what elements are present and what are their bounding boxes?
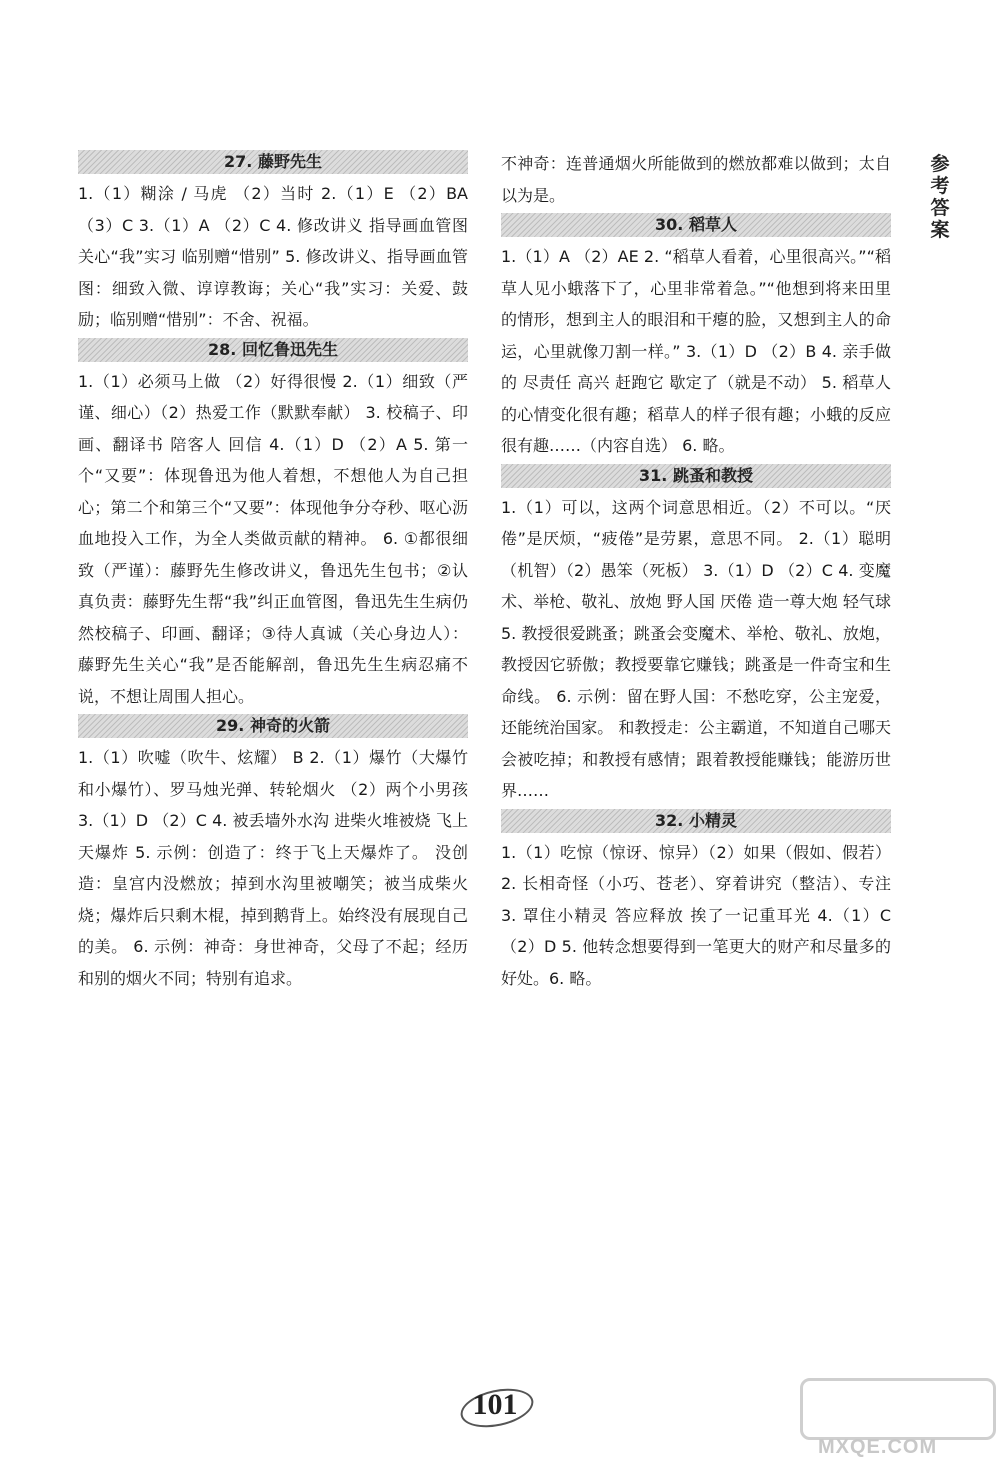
answer-text-30: 1.（1）A （2）AE 2. “稻草人看着，心里很高兴。”“稻草人见小蛾落下了，心里非常着急。”“他想到将来田里的情形，想到主人的眼泪和干瘪的脸，又想到主人的命运，心里就像刀割一样。” 3.（1）D （2）B 4. 亲手做的 尽责任 高兴 赶跑它 歇定了（就是不动） 5. 稻草人的心情变化很有趣；稻草人的样子很有趣；小蛾的反应很有趣……（内容自选） 6. 略。 — [501, 247, 891, 455]
answer-text-32: 1.（1）吃惊（惊讶、惊异）（2）如果（假如、假若） 2. 长相奇怪（小巧、苍老）、穿着讲究（整洁）、专注 3. 罩住小精灵 答应释放 挨了一记重耳光 4.（1）C （2）D 5. 他转念想要得到一笔更大的财产和尽量多的好处。6. 略。 — [501, 842, 891, 988]
page-number-badge — [450, 1380, 540, 1430]
section-title: 30. 稻草人 — [655, 215, 737, 234]
answer-text-29-continued: 不神奇：连普通烟火所能做到的燃放都难以做到；太自以为是。 — [501, 154, 891, 205]
section-heading-32 — [501, 809, 891, 833]
side-tab-char: 案 — [930, 219, 950, 241]
section-heading-30 — [501, 213, 891, 237]
watermark-frame-icon — [800, 1378, 996, 1440]
side-tab-label — [927, 153, 953, 241]
section-title: 31. 跳蚤和教授 — [639, 465, 753, 485]
right-column — [501, 148, 891, 996]
section-title: 29. 神奇的火箭 — [216, 716, 330, 735]
answer-text-29: 1.（1）吹嘘（吹牛、炫耀） B 2.（1）爆竹（大爆竹和小爆竹）、罗马烛光弹、转轮烟火 （2）两个小男孩 3.（1）D （2）C 4. 被丢墙外水沟 进柴火堆被烧 飞上天爆炸 5. 示例：创造了：终于飞上天爆炸了。 没创造：皇宫内没燃放；掉到水沟里被嘲笑；被当成柴火烧；爆炸后只剩木棍，掉到鹅背上。始终没有展现自己的美。 6. 示例：神奇：身世神奇，父母了不起；经历和别的烟火不同；特别有追求。 — [78, 748, 468, 988]
page-number: 101 — [472, 1388, 518, 1421]
side-tab-char: 答 — [930, 197, 950, 219]
side-tab-char: 考 — [930, 175, 950, 197]
side-tab-char: 参 — [930, 153, 950, 175]
watermark-text: MXQE.COM — [818, 1436, 938, 1458]
section-title: 28. 回忆鲁迅先生 — [208, 339, 338, 359]
section-heading-29 — [78, 714, 468, 738]
section-heading-28 — [78, 338, 468, 362]
watermark-logo — [800, 1378, 990, 1458]
section-title: 27. 藤野先生 — [224, 152, 322, 171]
section-heading-27 — [78, 150, 468, 174]
answer-text-28: 1.（1）必须马上做 （2）好得很慢 2.（1）细致（严谨、细心）（2）热爱工作（默默奉献） 3. 校稿子、印画、翻译书 陪客人 回信 4.（1）D （2）A 5. 第一个“又要”：体现鲁迅为他人着想，不想他人为自己担心；第二个和第三个“又要”：体现他争分夺秒、呕心沥血地投入工作，为全人类做贡献的精神。 6. ①都很细致（严谨）：藤野先生修改讲义，鲁迅先生包书；②认真负责：藤野先生帮“我”纠正血管图，鲁迅先生生病仍然校稿子、印画、翻译；③待人真诚（关心身边人）：藤野先生关心“我”是否能解剖，鲁迅先生生病忍痛不说，不想让周围人担心。 — [78, 371, 468, 706]
section-heading-31 — [501, 464, 891, 488]
left-column — [78, 148, 468, 996]
answer-text-31: 1.（1）可以，这两个词意思相近。（2）不可以。“厌倦”是厌烦，“疲倦”是劳累，意思不同。 2.（1）聪明（机智）（2）愚笨（死板） 3.（1）D （2）C 4. 变魔术、举枪、敬礼、放炮 野人国 厌倦 造一尊大炮 轻气球 5. 教授很爱跳蚤；跳蚤会变魔术、举枪、敬礼、放炮，教授因它骄傲；教授要靠它赚钱；跳蚤是一件奇宝和生命线。 6. 示例：留在野人国：不愁吃穿，公主宠爱，还能统治国家。 和教授走：公主霸道，不知道自己哪天会被吃掉；和教授有感情；跟着教授能赚钱；能游历世界…… — [501, 497, 891, 800]
section-title: 32. 小精灵 — [655, 810, 737, 830]
answer-text-27: 1.（1）糊涂 / 马虎 （2）当时 2.（1）E （2）BA （3）C 3.（1）A （2）C 4. 修改讲义 指导画血管图关心“我”实习 临别赠“惜别” 5. 修改讲义、指导画血管图：细致入微、谆谆教诲；关心“我”实习：关爱、鼓励；临别赠“惜别”：不舍、祝福。 — [78, 184, 468, 329]
